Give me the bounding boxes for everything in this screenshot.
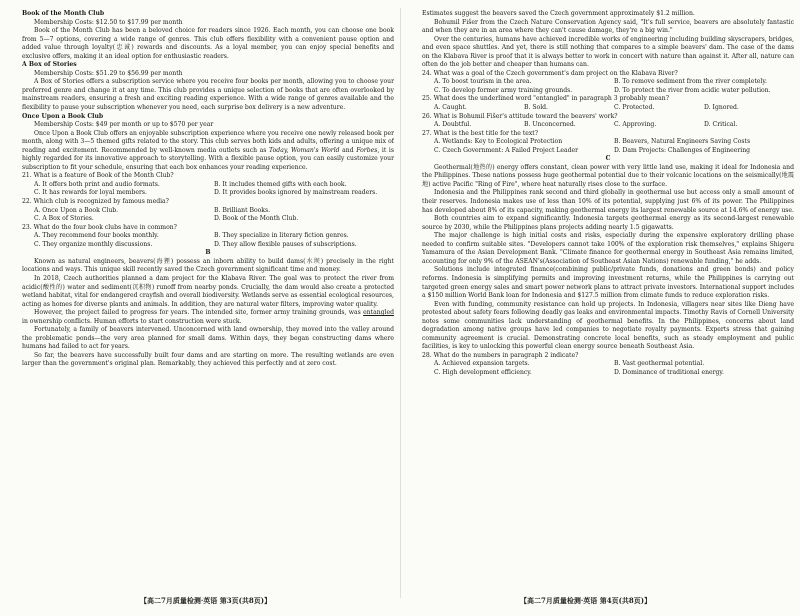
option: D. Book of the Month Club. — [214, 215, 299, 223]
option: D. They allow flexible pauses of subscriptions. — [214, 240, 357, 248]
question-21-options — [22, 181, 394, 198]
option: C. Protected. — [614, 104, 655, 112]
option: C. They organize monthly discussions. — [34, 240, 153, 248]
option: B. Brilliant Books. — [214, 206, 271, 214]
passage-c-p3: Both countries aim to expand significantly. Indonesia targets geothermal energy as its second-largest renewable source by 2030, while the Philippines plans projects adding nearly 1.5 gigawatts. — [422, 215, 794, 231]
option: C. Approving. — [614, 121, 657, 129]
option: D. Ignored. — [704, 104, 739, 112]
passage-c-p5: Solutions include integrated finance(combining public/private funds, donations and green bonds) and policy reforms. Indonesia is simplifying permits and improving investment returns, while the Philippines is carrying out targeted green energy sales and smart power network plans to attract private investors. International support includes a $150 million World Bank loan for Indonesia and $127.5 million from climate funds to reduce exploration risks. — [422, 266, 794, 300]
question-23-options — [22, 232, 394, 249]
passage-a-club1-body: Book of the Month Club has been a beloved choice for readers since 1926. Each month, you can choose one book from 5—7 options, covering a wide range of genres. This club offers flexibility with a convenient pause option and added value through loyalty(忠诚) rewards and discounts. As a loyal member, you can enjoy special benefits and exclusive offers, making it an ideal option for enthusiastic readers. — [22, 27, 394, 60]
passage-a-club3-body — [22, 130, 394, 173]
option: D. To protect the river from acidic water pollution. — [614, 86, 771, 94]
passage-b-p1: Known as natural engineers, beavers(海狸) possess an inborn ability to build dams(水坝) precisely in the right locations and ways. This unique skill recently saved the Czech government significant time and money. — [22, 257, 394, 274]
option: A. Caught. — [434, 104, 467, 112]
option: B. They specialize in literary fiction genres. — [214, 232, 349, 240]
club3-media-forbes: Forbes — [356, 146, 378, 154]
underlined-word-entangled: entangled — [363, 309, 394, 317]
option: C. A Box of Stories. — [34, 215, 94, 223]
column-divider — [400, 8, 401, 598]
club3-media-names: Today, Woman's World — [269, 146, 340, 154]
passage-b-p7: Bohumil Fišer from the Czech Nature Conservation Agency said, "It's full service, beavers are absolutely fantastic and when they are in an area where they can't cause damage, they're a big win." — [422, 18, 794, 35]
passage-a-club3-title: Once Upon a Book Club — [22, 112, 104, 120]
question-24: 24. What was a goal of the Czech government's dam project on the Klabava River? — [422, 69, 678, 77]
question-28-options — [422, 360, 794, 377]
passage-c-p6: Even with funding, community resistance can hold up projects. In Indonesia, villagers near sites like Dieng have protested about safety fears following deadly gas leaks and environmental impacts. Timothy Ravis of Cornell University notes some communities lack understanding of geothermal benefits. In the Philippines, concerns about land degradation among native groups have led companies to negotiate royalty payments. Experts stress that gaining community agreement is crucial. Demonstrating concrete local benefits, such as steady employment and public facilities, is key to unlocking this powerful clean energy source beneath Southeast Asia. — [422, 300, 794, 351]
page-footer-left: 【高二7月质量检测·英语 第3页(共8页)】 — [140, 596, 272, 605]
option: D. Dominance of traditional energy. — [614, 368, 724, 376]
option: A. Once Upon a Book Club. — [34, 206, 119, 214]
passage-a-club2-cost: Membership Costs: $51.29 to $56.99 per month — [34, 69, 183, 77]
passage-b-p4: Fortunately, a family of beavers intervened. Unconcerned with land ownership, they moved into the valley around the problematic ponds—the very area planned for small dams. Within days, they began constructing dams where humans had failed to act for years. — [22, 326, 394, 351]
option: C. High development efficiency. — [434, 368, 532, 376]
passage-c-p1: Geothermal(地热的) energy offers constant, clean power with very little land use, making it ideal for Indonesia and the Philippines. These nations possess huge geothermal potential due to their volcanic locations on the seismically(地震地) active Pacific "Ring of Fire", where heat naturally rises close to the surface. — [422, 163, 794, 188]
passage-c-p4: The major challenge is high initial costs and risks, especially during the expensive exploratory drilling phase needed to confirm suitable sites. "Developers cannot take 100% of the exploration risk themselves," explains Shigeru Yamamura of the Asian Development Bank. "Climate finance for geothermal energy in Southeast Asia remains limited, accounting for only 9% of the ASEAN's(Association of Southeast Asian Nations) renewable funding," he adds. — [422, 232, 794, 265]
right-column — [422, 10, 794, 590]
question-22-options — [22, 207, 394, 224]
club3-body-text-2: , it is highly regarded for its innovative approach to storytelling. With a flexible pause option, you can easily customize your subscription to fit your schedule, ensuring that each box enhances your reading experience. — [22, 146, 394, 171]
question-25-options — [422, 104, 794, 113]
option: D. It provides books ignored by mainstream readers. — [214, 189, 378, 197]
option: B. Vast geothermal potential. — [614, 360, 705, 368]
passage-c-p2: Indonesia and the Philippines rank second and third globally in geothermal use but access only a small amount of their reserves. Indonesia makes use of less than 10% of its potential, supplying just 6% of its power. The Philippines has developed about 8% of its capacity, making geothermal energy its largest renewable source at 14.6% of energy use. — [422, 189, 794, 214]
option: A. Achieved expansion targets. — [434, 360, 530, 368]
option: B. Beavers, Natural Engineers Saving Costs — [614, 138, 751, 146]
option: A. They recommend four books monthly. — [34, 232, 159, 240]
passage-a-club2-body: A Box of Stories offers a subscription service where you receive four books per month, allowing you to choose your preferred genre and change it at any time. This club provides a unique selection of books that are often overlooked by mainstream readers, ensuring a fresh and exciting reading experience. With a wide range of genres available and the flexibility to pause your subscription whenever you need, each surprise box delivery is a new adventure. — [22, 78, 394, 112]
passage-b-p3 — [22, 309, 394, 326]
option: A. It offers both print and audio formats. — [34, 180, 160, 188]
p3-text-1: However, the project failed to progress for years. The intended site, former army training grounds, was — [34, 309, 364, 317]
option: A. Doubtful. — [434, 121, 472, 129]
question-27: 27. What is the best title for the text? — [422, 129, 539, 137]
p3-text-2: in ownership conflicts. Human efforts to start construction were stuck. — [22, 317, 242, 325]
option: B. To remove sediment from the river completely. — [614, 78, 767, 86]
question-26: 26. What is Bohumil Fišer's attitude toward the beavers' work? — [422, 112, 618, 120]
option: B. It includes themed gifts with each book. — [214, 180, 347, 188]
option: C. Czech Government: A Failed Project Leader — [434, 146, 579, 154]
question-25: 25. What does the underlined word "entangled" in paragraph 3 probably mean? — [422, 95, 669, 103]
section-c-heading: C — [605, 155, 611, 163]
option: A. Wetlands: Key to Ecological Protection — [434, 138, 563, 146]
left-column — [22, 10, 394, 590]
page-footer-right: 【高二7月质量检测·英语 第4页(共8页)】 — [520, 596, 652, 605]
option: A. To boost tourism in the area. — [434, 78, 532, 86]
option: C. To develop former army training grounds. — [434, 86, 573, 94]
option: C. It has rewards for loyal members. — [34, 189, 147, 197]
option: B. Sold. — [524, 104, 548, 112]
question-23: 23. What do the four book clubs have in common? — [22, 223, 177, 231]
passage-b-p8: Over the centuries, humans have achieved incredible works of engineering including building skyscrapers, bridges, and even space shuttles. And yet, there is still nothing that compares to a simple beavers' dam. The case of the dams on the Klabava River is proof that it is always better to work in concert with nature than against it. After all, nature can often do the job better and cheaper than humans can. — [422, 35, 794, 69]
question-27-options — [422, 138, 794, 155]
passage-a-club2-title: A Box of Stories — [22, 61, 77, 69]
question-22: 22. Which club is recognized by famous media? — [22, 198, 169, 206]
passage-a-club3-cost: Membership Costs: $49 per month or up to $570 per year — [34, 121, 214, 129]
question-26-options — [422, 121, 794, 130]
question-28: 28. What do the numbers in paragraph 2 indicate? — [422, 351, 579, 359]
club3-body-and: and — [339, 146, 357, 154]
passage-a-club1-cost: Membership Costs: $12.50 to $17.99 per month — [34, 18, 183, 26]
passage-a-club1-title: Book of the Month Club — [22, 10, 105, 17]
question-24-options — [422, 78, 794, 95]
passage-b-p2: In 2018, Czech authorities planned a dam project for the Klabava River. The goal was to protect the river from acidic(酸性的) water and sediment(沉积物) runoff from nearby ponds. Crucially, the dam would also create a protected wetland habitat, vital for endangered crayfish and overall biodiversity. Wetlands serve as essential ecological resources, acting as homes for diverse plants and animals. In addition, they are natural water filters, improving water quality. — [22, 274, 394, 308]
option: D. Critical. — [704, 121, 738, 129]
question-21: 21. What is a feature of Book of the Month Club? — [22, 172, 174, 180]
option: D. Dam Projects: Challenges of Engineering — [614, 146, 751, 154]
passage-b-p5: So far, the beavers have successfully built four dams and are starting on more. The resulting wetlands are even larger than the government's original plan. Remarkably, they achieved this perfectly and at zero cost. — [22, 351, 394, 368]
passage-b-p6: Estimates suggest the beavers saved the Czech government approximately $1.2 million. — [422, 10, 695, 17]
section-b-heading: B — [205, 249, 211, 257]
club3-body-text-1: Once Upon a Book Club offers an enjoyable subscription experience where you receive one newly released book per month, along with 3—5 themed gifts related to the story. This club serves both kids and adults, offering a unique mix of reading and excitement. Recommended by well-known media outlets such as — [22, 129, 394, 154]
option: B. Unconcerned. — [524, 121, 576, 129]
